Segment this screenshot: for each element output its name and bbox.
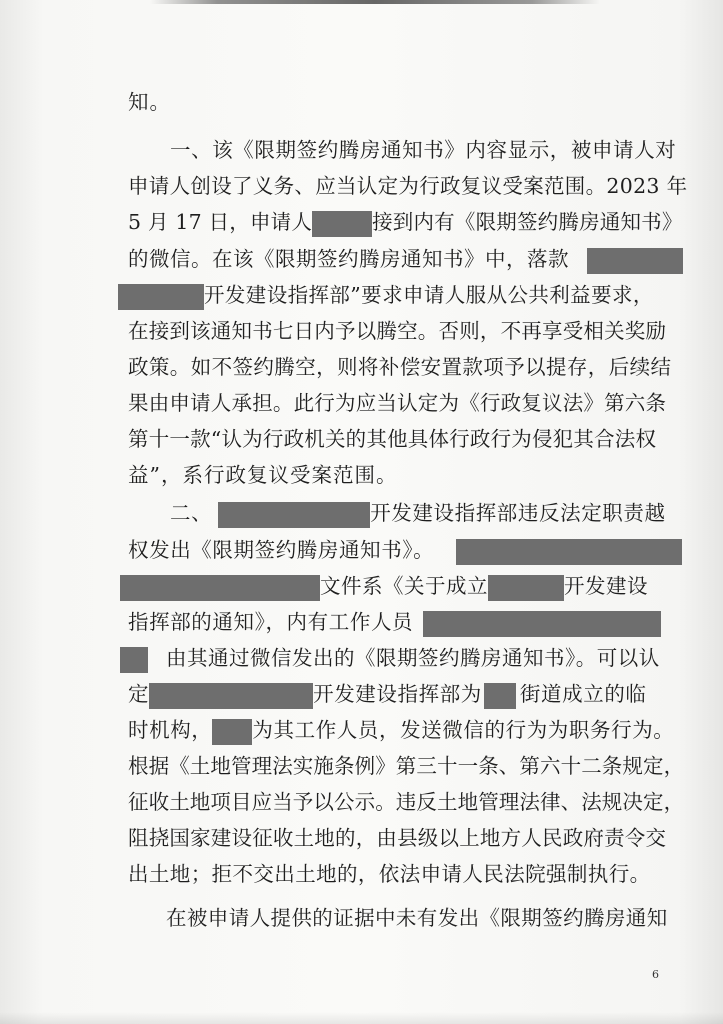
text-line-20 — [128, 789, 684, 815]
redaction-block — [212, 719, 252, 745]
line-text: 由其通过微信发出的《限期签约腾房通知书》。可以认 — [166, 646, 660, 670]
text-line-8 — [128, 354, 671, 380]
line-text: 定 — [128, 682, 150, 706]
text-line-4 — [128, 209, 683, 237]
line-text: 益”，系行政复议受案范围。 — [128, 463, 398, 487]
line-text: 为其工作人员，发送微信的行为为职务行为。 — [252, 718, 675, 742]
text-line-19 — [128, 753, 684, 779]
line-text: 权发出《限期签约腾房通知书》。 — [128, 538, 435, 562]
text-line-14 — [120, 573, 648, 601]
line-text: 知。 — [128, 90, 171, 114]
line-text: 根据《土地管理法实施条例》第三十一条、第六十二条规定， — [128, 754, 685, 778]
line-text: 在被申请人提供的证据中未有发出《限期签约腾房通知 — [166, 906, 668, 930]
scan-edge-top — [150, 0, 600, 4]
line-text: 申请人创设了义务、应当认定为行政复议受案范围。2023 年 — [128, 174, 688, 198]
redaction-block — [423, 611, 661, 637]
line-text: 的微信。在该《限期签约腾房通知书》中，落款 — [128, 247, 569, 271]
text-line-7 — [128, 318, 666, 344]
redaction-block — [120, 575, 320, 601]
line-text: 接到内有《限期签约腾房通知书》 — [372, 210, 683, 234]
line-text: 果由申请人承担。此行为应当认定为《行政复议法》第六条 — [128, 391, 667, 415]
redaction-block — [149, 683, 313, 709]
redaction-block — [118, 284, 204, 310]
redaction-block — [218, 502, 370, 528]
line-text: 一、该《限期签约腾房通知书》内容显示，被申请人对 — [170, 138, 677, 162]
line-text: 开发建设指挥部”要求申请人服从公共利益要求， — [204, 283, 654, 307]
page-number: 6 — [652, 968, 659, 981]
redaction-block — [484, 683, 516, 709]
text-line-21 — [128, 825, 666, 851]
line-text: 征收土地项目应当予以公示。违反土地管理法律、法规决定， — [128, 790, 685, 814]
line-text: 二、 — [170, 501, 213, 525]
line-text: 开发建设 — [564, 574, 648, 598]
text-line-12 — [170, 500, 666, 528]
line-text: 5 月 17 日，申请人 — [128, 210, 313, 234]
text-line-13 — [128, 537, 682, 565]
scan-edge-bottom — [0, 1012, 723, 1024]
text-line-15 — [128, 609, 661, 637]
redaction-block — [587, 248, 683, 274]
line-text: 阻挠国家建设征收土地的，由县级以上地方人民政府责令交 — [128, 826, 667, 850]
line-text: 政策。如不签约腾空，则将补偿安置款项予以提存，后续结 — [128, 355, 672, 379]
text-line-5 — [128, 246, 683, 274]
text-line-10 — [128, 426, 656, 452]
redaction-block — [456, 539, 682, 565]
text-line-9 — [128, 390, 666, 416]
text-line-17 — [128, 681, 647, 709]
text-line-3 — [128, 173, 687, 199]
line-text: 开发建设指挥部违反法定职责越 — [370, 501, 666, 525]
redaction-block — [488, 575, 564, 601]
text-line-16 — [120, 645, 660, 673]
text-line-1 — [128, 89, 171, 115]
line-text: 出土地；拒不交出土地的，依法申请人民法院强制执行。 — [128, 862, 651, 886]
line-text: 文件系《关于成立 — [320, 574, 488, 598]
line-text: 在接到该通知书七日内予以腾空。否则，不再享受相关奖励 — [128, 319, 667, 343]
text-line-23 — [166, 905, 668, 931]
text-line-2 — [170, 137, 676, 163]
redaction-block — [312, 211, 372, 237]
text-line-6 — [118, 282, 654, 310]
line-text: 第十一款“认为行政机关的其他具体行政行为侵犯其合法权 — [128, 427, 657, 451]
line-text: 街道成立的临 — [519, 682, 647, 706]
line-text: 时机构， — [128, 718, 213, 742]
line-text: 开发建设指挥部为 — [313, 682, 482, 706]
line-text: 指挥部的通知》，内有工作人员 — [128, 610, 414, 634]
text-line-18 — [128, 717, 674, 745]
text-line-22 — [128, 861, 651, 887]
text-line-11 — [128, 462, 397, 488]
redaction-block — [120, 647, 148, 673]
